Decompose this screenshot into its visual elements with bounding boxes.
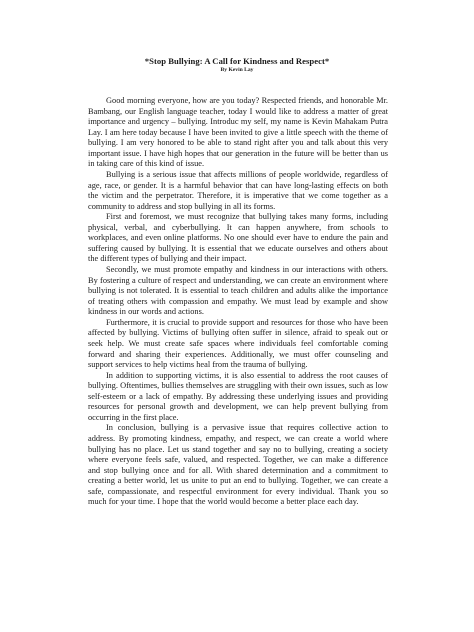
- author-byline: By Kevin Lay: [220, 67, 254, 73]
- document-title: *Stop Bullying: A Call for Kindness and Respect*: [144, 56, 330, 66]
- paragraph-root-causes: In addition to supporting victims, it is also essential to address the root causes of bullying. Oftentimes, bullies themselves are struggling with their own issues, such as low self-esteem or a lack of empathy. By addressing these underlying issues and providing resources for personal growth and development, we can help prevent bullying from occurring in the first place.: [88, 370, 388, 422]
- paragraph-introduction: Good morning everyone, how are you today? Respected friends, and honorable Mr. Bambang, our English language teacher, today I would like to address a matter of great importance and urgency – bullying. Introduc my self, my name is Kevin Mahakam Putra Lay. I am here today because I have been invited to give a little speech with the theme of bullying. I am very honored to be able to stand right after you and talk about this very important issue. I have high hopes that our generation in the future will be better than us in taking care of this kind of issue.: [88, 96, 388, 169]
- paragraph-support-resources: Furthermore, it is crucial to provide support and resources for those who have been affected by bullying. Victims of bullying often suffer in silence, afraid to speak out or seek help. We must create safe spaces where individuals feel comfortable coming forward and sharing their experiences. Additionally, we must offer counseling and support services to help victims heal from the trauma of bullying.: [88, 317, 388, 370]
- paragraph-empathy-kindness: Secondly, we must promote empathy and kindness in our interactions with others. By fostering a culture of respect and understanding, we can create an environment where bullying is not tolerated. It is essential to teach children and adults alike the importance of treating others with compassion and empathy. We must lead by example and show kindness in our words and actions.: [88, 265, 388, 317]
- paragraph-forms-of-bullying: First and foremost, we must recognize that bullying takes many forms, including physical, verbal, and cyberbullying. It can happen anywhere, from schools to workplaces, and even online platforms. No one should ever have to endure the pain and suffering caused by bullying. It is essential that we educate ourselves and others about the different types of bullying and their impact.: [88, 212, 388, 264]
- paragraph-serious-issue: Bullying is a serious issue that affects millions of people worldwide, regardless of age, race, or gender. It is a harmful behavior that can have long-lasting effects on both the victim and the perpetrator. Therefore, it is imperative that we come together as a community to address and stop bullying in all its forms.: [88, 169, 388, 211]
- speech-body: [88, 96, 388, 508]
- paragraph-conclusion: In conclusion, bullying is a pervasive issue that requires collective action to address. By promoting kindness, empathy, and respect, we can create a world where bullying has no place. Let us stand together and say no to bullying, creating a society where everyone feels safe, valued, and respected. Together, we can make a difference and stop bullying once and for all. With shared determination and a commitment to creating a better world, let us unite to put an end to bullying. Together, we can create a safe, compassionate, and respectful environment for every individual. Thank you so much for your time. I hope that the world would become a better place each day.: [88, 423, 388, 507]
